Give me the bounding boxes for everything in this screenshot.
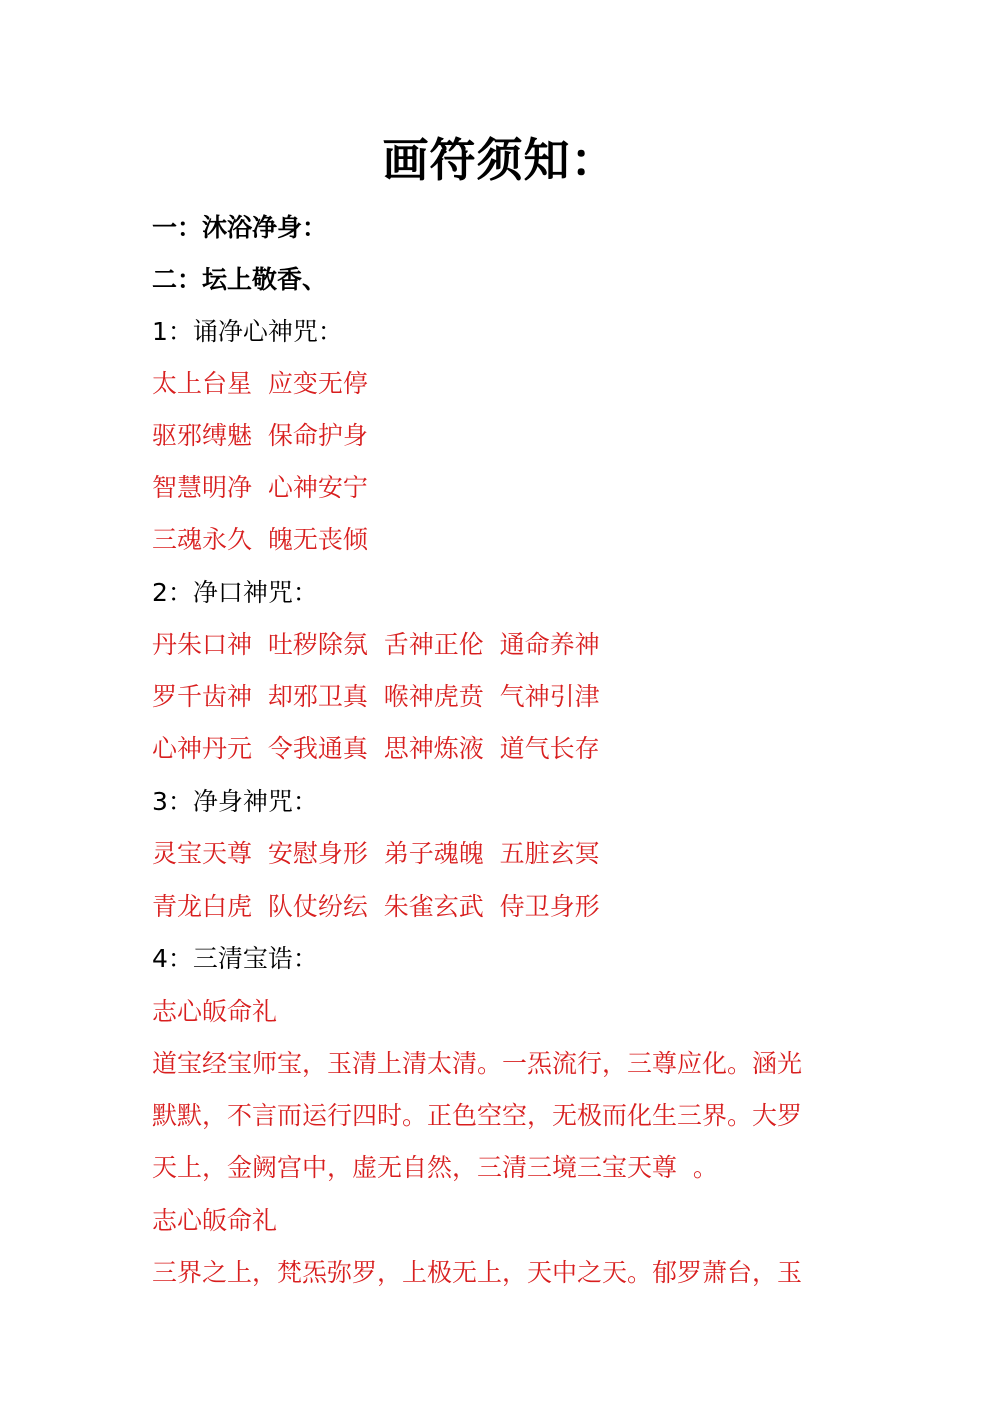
section-1-heading: 1：诵净心神咒： <box>152 317 343 346</box>
chant-line: 灵宝天尊 安慰身形 弟子魂魄 五脏玄冥 <box>152 839 600 868</box>
chant-line: 智慧明净 心神安宁 <box>152 473 368 502</box>
page-title: 画符须知： <box>382 133 618 187</box>
chant-line: 三魂永久 魄无丧倾 <box>152 525 368 554</box>
chant-line: 太上台星 应变无停 <box>152 369 368 398</box>
invocation-line: 志心皈命礼 <box>152 1206 278 1235</box>
scripture-line: 道宝经宝师宝，玉清上清太清。一炁流行，三尊应化。涵光 <box>152 1049 803 1078</box>
step-two-heading: 二：坛上敬香、 <box>152 265 328 294</box>
scripture-line: 默默，不言而运行四时。正色空空，无极而化生三界。大罗 <box>152 1101 803 1130</box>
scripture-line: 三界之上，梵炁弥罗，上极无上，天中之天。郁罗萧台，玉 <box>152 1258 803 1287</box>
section-3-heading: 3：净身神咒： <box>152 787 318 816</box>
invocation-line: 志心皈命礼 <box>152 997 278 1026</box>
chant-line: 罗千齿神 却邪卫真 喉神虎贲 气神引津 <box>152 682 600 711</box>
chant-line: 驱邪缚魅 保命护身 <box>152 421 368 450</box>
section-2-heading: 2：净口神咒： <box>152 578 318 607</box>
scripture-line: 天上，金阙宫中，虚无自然，三清三境三宝天尊 。 <box>152 1153 718 1182</box>
chant-line: 心神丹元 令我通真 思神炼液 道气长存 <box>152 734 600 763</box>
step-one-heading: 一：沐浴净身： <box>152 213 328 242</box>
chant-line: 丹朱口神 吐秽除氛 舌神正伦 通命养神 <box>152 630 600 659</box>
section-4-heading: 4：三清宝诰： <box>152 944 318 973</box>
chant-line: 青龙白虎 队仗纷纭 朱雀玄武 侍卫身形 <box>152 892 600 921</box>
